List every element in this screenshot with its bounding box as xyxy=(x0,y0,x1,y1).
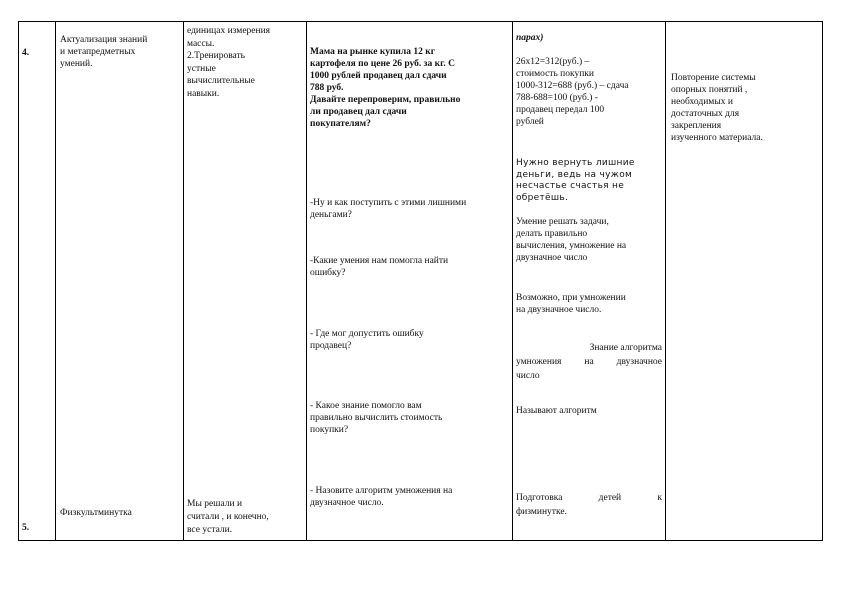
student-answer-3: Возможно, при умножении на двузначное число. xyxy=(516,293,626,315)
student-answer-1: Нужно вернуть лишние деньги, ведь на чужом несчастье счастья не обретёшь. xyxy=(516,158,635,203)
student-answer-4-line-1: Знание алгоритма xyxy=(589,343,662,353)
column-divider xyxy=(306,22,307,540)
column-divider xyxy=(665,22,666,540)
student-answer-4-line-3: число xyxy=(516,371,540,381)
teacher-question-5: - Назовите алгоритм умножения на двузначное число. xyxy=(310,486,453,508)
student-answer-5: Называют алгоритм xyxy=(516,406,597,416)
row-4-number: 4. xyxy=(22,48,30,58)
row-5-goals: Мы решали и считали , и конечно, все устали. xyxy=(187,499,269,535)
student-answer-4-line-2: умножения на двузначное xyxy=(516,357,662,367)
teacher-question-3: - Где мог допустить ошибку продавец? xyxy=(310,329,424,351)
teacher-question-4: - Какое знание помогло вам правильно вычислить стоимость покупки? xyxy=(310,401,443,435)
row-4-result: Повторение системы опорных понятий , необходимых и достаточных для закрепления изученного материала. xyxy=(671,73,763,143)
teacher-question-1: -Ну и как поступить с этими лишними деньгами? xyxy=(310,198,467,220)
student-top-fragment: парах) xyxy=(516,33,544,43)
student-calculation: 26х12=312(руб.) – стоимость покупки 1000-312=688 (руб.) – сдача 788-688=100 (руб.) - продавец передал 100 рублей xyxy=(516,57,629,127)
row-5-number: 5. xyxy=(22,523,30,533)
row-5-stage: Физкультминутка xyxy=(60,508,132,518)
column-divider xyxy=(183,22,184,540)
teacher-question-2: -Какие умения нам помогла найти ошибку? xyxy=(310,256,449,278)
row-5-student-line-2: физминутке. xyxy=(516,507,567,517)
row-5-student-line-1: Подготовка детей к xyxy=(516,493,662,503)
teacher-problem: Мама на рынке купила 12 кг картофеля по цене 26 руб. за кг. С 1000 рублей продавец дал сдачи 788 руб. Давайте перепроверим, правильно ли продавец дал сдачи покупателям? xyxy=(310,47,461,129)
column-divider xyxy=(55,22,56,540)
row-4-goals: единицах измерения массы. 2.Тренировать устные вычислительные навыки. xyxy=(187,26,271,99)
column-divider xyxy=(512,22,513,540)
student-answer-2: Умение решать задачи, делать правильно вычисления, умножение на двузначное число xyxy=(516,217,627,263)
row-4-stage: Актуализация знаний и метапредметных умений. xyxy=(60,35,148,69)
